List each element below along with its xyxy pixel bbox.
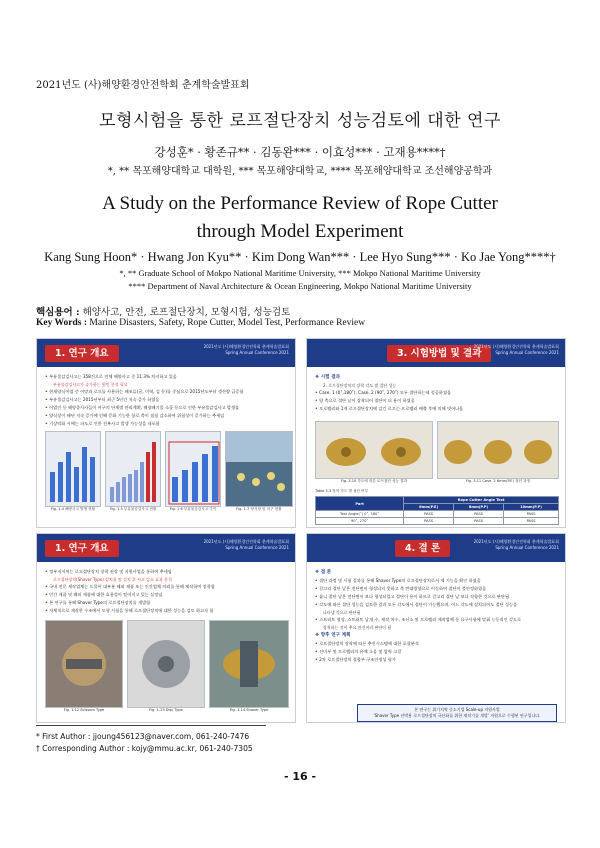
table-header: 6mm(P.E) bbox=[404, 504, 454, 511]
bullet: • 양 축으로 절단 날이 장착되어 절단이 더 용이 하였음 bbox=[315, 397, 557, 405]
footnote-first-author: * First Author : jjoung456123@naver.com, 061-240-7476 bbox=[36, 732, 250, 741]
bullet: • 부유물감김사고는 358건으로 전체 해양사고 중 11.3% 차지하고 있음 bbox=[45, 373, 287, 381]
bullet: • 기상악화 시에는 파도로 인한 전복사고 발생 가능성을 내포함 bbox=[45, 420, 287, 428]
results-table bbox=[315, 496, 559, 525]
scissors-type-photo-icon bbox=[46, 621, 122, 707]
section-heading: ❖ 시험 결과 bbox=[315, 375, 341, 380]
bullet: • 로프절단장치 장착에 따른 추진시스템에 대한 포괄분석 bbox=[315, 640, 557, 648]
affiliation-english-1: *, ** Graduate School of Mokpo National Maritime University, *** Mokpo National Maritime University bbox=[119, 268, 481, 278]
title-korean: 모형시험을 통한 로프절단장치 성능검토에 대한 연구 bbox=[99, 111, 501, 131]
bullet: • Case. 1 (0˚,180˚), Case. 2 (90˚, 270˚) 모두 절단하는데 성공하였음 bbox=[315, 389, 557, 397]
keywords-korean bbox=[36, 304, 290, 318]
bar-chart-icon bbox=[46, 432, 100, 506]
figure bbox=[437, 421, 559, 484]
bar-chart-figure bbox=[45, 431, 101, 507]
figure-row bbox=[45, 431, 293, 512]
table-row bbox=[316, 518, 559, 525]
slide-conf-tag: 2021년도 (사)해양환경안전학회 춘계학술발표회 Spring Annual Conference 2021 bbox=[473, 539, 559, 550]
section-heading: ❖ 결 론 bbox=[315, 570, 332, 575]
figure bbox=[45, 431, 101, 512]
figure-caption: Fig. 1.12 Scissors Type bbox=[63, 708, 105, 712]
slide-conf-tag: 2021년도 (사)해양환경안전학회 춘계학술발표회 Spring Annual Conference 2021 bbox=[203, 344, 289, 355]
table-cell: PASS bbox=[504, 511, 559, 518]
bar-chart-figure bbox=[105, 431, 161, 507]
bar-chart-icon bbox=[166, 432, 220, 506]
figure-caption: Fig. 3.11 Case. 2 6mm(P.E) 절단 과정 bbox=[465, 479, 531, 483]
table-cell: PASS bbox=[454, 518, 504, 525]
bullet: • 자체적으로 제작한 수조에서 모형 시험을 통해 로프절단장치에 대한 성능을 검토 하고자 함 bbox=[45, 607, 287, 615]
table-row bbox=[316, 511, 559, 518]
figure-caption: Fig. 1.13 Disc Type bbox=[149, 708, 183, 712]
propeller-photo-icon bbox=[316, 422, 432, 478]
keywords-english-label: Key Words : bbox=[36, 318, 88, 328]
footnote-divider bbox=[36, 725, 266, 726]
slide-conf-tag: 2021년도 (사)해양환경안전학회 춘계학술발표회 Spring Annual Conference 2021 bbox=[203, 539, 289, 550]
bullet: • 어업인 등 해양종사자들이 어구의 단계별 관리계획, 해양폐기물 소홀 등으로 인한 부유물감김사고 발생률 bbox=[45, 404, 287, 412]
figure bbox=[165, 431, 221, 512]
authors-korean: 강성훈* · 황존규** · 김동완*** · 이효성*** · 고재용****† bbox=[154, 145, 446, 159]
bullet: • 톱니 절단 날은 전단면이 보다 형성되었고 절단이 용이 하므로 갈고리 절단 날 보다 적합한 것으로 판단됨 bbox=[315, 593, 557, 601]
keywords-korean-label: 핵심용어 : bbox=[36, 307, 80, 318]
bullet: • 선미부 및 프로펠러의 유체 소음 및 압력 고찰 bbox=[315, 648, 557, 656]
table-cell: PASS bbox=[404, 511, 454, 518]
figure-row bbox=[45, 620, 289, 713]
table-header: Rope Cutter Angle Test bbox=[404, 497, 559, 504]
slide-header: 4. 결 론 bbox=[395, 540, 450, 557]
figure bbox=[209, 620, 289, 713]
bullet: • 현재양식어업 중 어망과 로프를 사용하는 해조류(굴, 미역, 김 등)를 중심으로 2015년도부터 생산량 급증함 bbox=[45, 388, 287, 396]
authors-english: Kang Sung Hoon* · Hwang Jon Kyu** · Kim Dong Wan*** · Lee Hyo Sung*** · Ko Jae Yong****† bbox=[44, 250, 556, 264]
bullet: • 국내 전문 제작업체는 드물어 대부분 해외 제품 또는 인간업체 의뢰를 통해 제작하여 장착함 bbox=[45, 583, 287, 591]
bar-chart-figure bbox=[165, 431, 221, 507]
figure bbox=[105, 431, 161, 512]
slide-conclusion bbox=[306, 533, 566, 723]
slide-header: 1. 연구 개요 bbox=[45, 540, 119, 557]
photo-figure bbox=[225, 431, 293, 507]
photo-figure bbox=[127, 620, 205, 708]
slide-test-method-results bbox=[306, 338, 566, 528]
title-english-line1: A Study on the Performance Review of Rope Cutter bbox=[102, 193, 498, 214]
aquaculture-photo-icon bbox=[226, 432, 292, 506]
shaver-type-photo-icon bbox=[210, 621, 288, 707]
bullet: • 본 연구를 통해 Shaver Type의 로프절단장치를 개발함 bbox=[45, 599, 287, 607]
figure-row bbox=[315, 421, 559, 484]
bullet: • 정부지지처는 로프절단장치 장착 권장 및 지원사업을 통하여 추세임 bbox=[45, 568, 287, 576]
slide-conf-tag: 2021년도 (사)해양환경안전학회 춘계학술발표회 Spring Annual Conference 2021 bbox=[473, 344, 559, 355]
conference-name: 2021년도 (사)해양환경안전학회 춘계학술발표회 bbox=[36, 80, 250, 91]
photo-figure bbox=[437, 421, 559, 479]
section-heading: ❖ 향후 연구 계획 bbox=[315, 633, 351, 638]
bullet: • 프로펠러와 1개 로프절단장치에 감긴 로프는 프로펠러 배출 후에 의해 빗어나옴 bbox=[315, 405, 557, 413]
slide-header: 1. 연구 개요 bbox=[45, 345, 119, 362]
figure-caption: Fig. 3.10 각도에 따른 로프절단 성능 결과 bbox=[340, 479, 408, 483]
table-cell: 90˚, 270˚ bbox=[316, 518, 404, 525]
table-cell: PASS bbox=[504, 518, 559, 525]
photo-figure bbox=[315, 421, 433, 479]
continuation-line: 장착하는 것이 추요 관건이라 판단이 됨 bbox=[323, 625, 392, 630]
table-header: 8mm(P.P) bbox=[454, 504, 504, 511]
title-english bbox=[0, 190, 600, 246]
table-cell: Test Angle(˚) 0˚, 180˚ bbox=[316, 511, 404, 518]
acknowledgement-line2: 'Shaver Type 선박용 로프절단장치 국산화를 위한 제작기술 개발' 지원으로 수행된 연구입니다. bbox=[373, 713, 541, 718]
table-cell: PASS bbox=[454, 511, 504, 518]
disc-type-photo-icon bbox=[128, 621, 204, 707]
slide-research-overview-2 bbox=[36, 533, 296, 723]
keywords-english-text: Marine Disasters, Safety, Rope Cutter, Model Test, Performance Review bbox=[89, 318, 366, 328]
figure bbox=[315, 421, 433, 484]
slide-header: 3. 시험방법 및 결과 bbox=[387, 345, 491, 362]
figure-caption: Fig. 1.6 부유물감김사고 추이 bbox=[169, 507, 217, 511]
figure-caption: Fig. 1.4 해양사고 발생 현황 bbox=[50, 507, 96, 511]
affiliation-english-2: **** Department of Naval Architecture & Ocean Engineering, Mokpo National Maritime University bbox=[128, 281, 472, 291]
slide-research-overview-1 bbox=[36, 338, 296, 528]
highlight-text: 부유물감김사고가 증가하는 원인 분석 필요 bbox=[53, 382, 128, 387]
bullet: • 절단 과정 및 시험 결과를 통해 Shaver Type의 로프절단장치로서 제 기능을 확인 하였음 bbox=[315, 577, 557, 585]
bullet: • 민간 제품 및 해외 제품에 대한 효용성이 떨어지고 있는 실정임 bbox=[45, 591, 287, 599]
bullet: • 스트러트 형상, 스트러트 날개 수, 제작 치수, 조선소 및 프로펠러 제작업체 등 요구사항에 맞춰 능동적인 각도로 bbox=[315, 616, 557, 624]
acknowledgement-box bbox=[357, 704, 557, 722]
page-number: - 16 - bbox=[283, 770, 317, 783]
slide-topbar bbox=[37, 339, 295, 367]
figure-caption: Fig. 1.7 양식장 및 어구 현황 bbox=[236, 507, 282, 511]
acknowledgement-line1: 본 연구는 위기지역 중소기업 Scale-up 지원사업 bbox=[414, 707, 500, 712]
table-cell: PASS bbox=[404, 518, 454, 525]
figure bbox=[45, 620, 123, 713]
slide-topbar bbox=[307, 339, 565, 367]
bullet: • 각도에 따른 절단 성능을 검토한 결과 모든 각도에서 절단이 가능했으며, 어느 각도에 설치되어도 절단 성능을 bbox=[315, 601, 557, 609]
sub-item: 2. 로프절단장치의 장착 각도 별 절단 성능 bbox=[323, 383, 397, 388]
bullet: • 부유물감김사고는 2015년부터 최근 5년간 지속 증가 하였음 bbox=[45, 396, 287, 404]
propeller-photo-icon bbox=[438, 422, 558, 478]
slide-topbar bbox=[307, 534, 565, 562]
bar-chart-icon bbox=[106, 432, 160, 506]
table-header: Part bbox=[316, 497, 404, 511]
continuation-line: 나타낼 것으로 판단됨 bbox=[323, 610, 361, 615]
affiliation-korean: *, ** 목포해양대학교 대학원, *** 목포해양대학교, **** 목포해양대학교 조선해양공학과 bbox=[107, 166, 493, 177]
figure-caption: Fig. 1.14 Shaver Type bbox=[229, 708, 269, 712]
highlight-text: 로프절단장치(Shaver Type) 설치율 및 설치 후 사고 감소 효과 분석 bbox=[53, 577, 172, 582]
table-header: 10mm(P.P) bbox=[504, 504, 559, 511]
figure bbox=[225, 431, 293, 512]
figure-caption: Fig. 1.5 부유물감김사고 현황 bbox=[109, 507, 157, 511]
bullet: • 갈고리 절단 날은 전단면이 형성되지 못하고 축 반대방향으로 이동하여 절단이 불안정하였음 bbox=[315, 585, 557, 593]
keywords-english bbox=[36, 318, 365, 328]
keywords-korean-text: 해양사고, 안전, 로프절단장치, 모형시험, 성능검토 bbox=[82, 307, 291, 318]
slide-topbar bbox=[37, 534, 295, 562]
bullet: • 2차 로프절단장치 절합부 구조안정성 평가 bbox=[315, 656, 557, 664]
bullet: • 양식장이 해년 지속 증가에 인해 문화 기능한 항로 축이 점점 감소하여 위험성이 증가하는 추세임 bbox=[45, 412, 287, 420]
figure bbox=[127, 620, 205, 713]
photo-figure bbox=[209, 620, 289, 708]
table-caption: Table 3.3 장착 각도 별 절단 여부 bbox=[315, 489, 369, 493]
photo-figure bbox=[45, 620, 123, 708]
footnote-corresponding-author: † Corresponding Author : kojy@mmu.ac.kr, 061-240-7305 bbox=[36, 744, 253, 753]
title-english-line2: through Model Experiment bbox=[196, 221, 404, 242]
